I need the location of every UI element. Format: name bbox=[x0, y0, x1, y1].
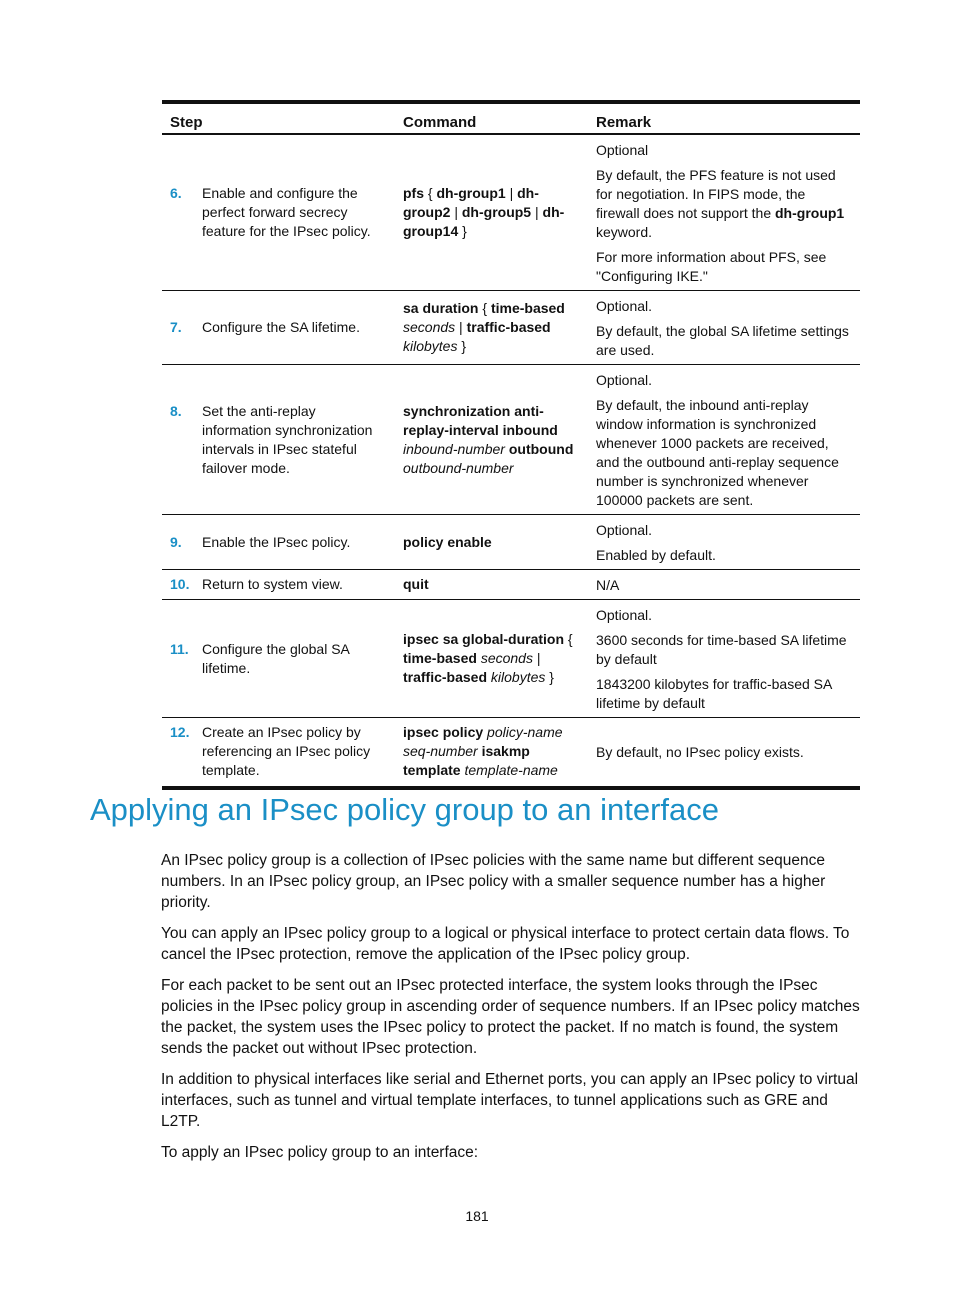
keyword: sa duration bbox=[403, 300, 479, 316]
step-cell bbox=[162, 718, 395, 788]
table-header-row bbox=[162, 102, 860, 134]
text-run: Optional bbox=[596, 142, 649, 158]
step-cell bbox=[162, 515, 395, 570]
command-cell bbox=[395, 365, 588, 515]
argument: seconds bbox=[403, 319, 456, 335]
command-cell bbox=[395, 600, 588, 718]
step-cell bbox=[162, 291, 395, 365]
text-run: By default, the inbound anti-replay window information is synchronized whenever 1000 packets are received, and the outbound anti-replay sequence number is synchronized whenever 100000 packets are sent. bbox=[596, 397, 839, 508]
text-run: { bbox=[564, 631, 573, 647]
keyword: ipsec policy bbox=[403, 724, 484, 741]
text-run: | bbox=[455, 319, 467, 335]
header-command: Command bbox=[395, 102, 588, 134]
text-run: 3600 seconds for time-based SA lifetime by default bbox=[596, 632, 847, 667]
text-run: keyword. bbox=[596, 224, 653, 240]
header-step: Step bbox=[162, 102, 395, 134]
text-run: } bbox=[458, 223, 467, 239]
step-content bbox=[170, 575, 387, 594]
remark-paragraph bbox=[596, 743, 852, 762]
argument: outbound-number bbox=[403, 459, 514, 476]
text-run: { bbox=[478, 300, 491, 316]
remark-cell bbox=[588, 365, 860, 515]
table-row bbox=[162, 570, 860, 600]
argument: policy-name seq-number bbox=[403, 724, 563, 760]
table-row bbox=[162, 365, 860, 515]
text-run: By default, the global SA lifetime settings are used. bbox=[596, 323, 849, 358]
remark-paragraph bbox=[596, 521, 852, 540]
text-run: By default, the PFS feature is not used for negotiation. In FIPS mode, the firewall does not support the bbox=[596, 167, 836, 221]
keyword: time-based bbox=[490, 300, 565, 316]
step-content bbox=[170, 318, 387, 337]
text-run: For more information about PFS, see "Configuring IKE." bbox=[596, 249, 827, 284]
text-run: } bbox=[545, 669, 554, 685]
step-number: 10. bbox=[170, 576, 190, 592]
keyword: dh-group1 bbox=[775, 205, 845, 221]
text-run: 1843200 kilobytes for traffic-based SA lifetime by default bbox=[596, 676, 832, 711]
keyword: dh-group1 bbox=[436, 185, 506, 201]
keyword: synchronization anti-replay-interval inbound bbox=[403, 402, 558, 438]
text-run: { bbox=[424, 185, 437, 201]
remark-cell bbox=[588, 570, 860, 600]
step-content bbox=[170, 640, 387, 678]
remark-paragraph bbox=[596, 606, 852, 625]
step-cell bbox=[162, 134, 395, 291]
text-run: | bbox=[531, 204, 543, 220]
table-row bbox=[162, 134, 860, 291]
paragraph: An IPsec policy group is a collection of IPsec policies with the same name but different sequence numbers. In an IPsec policy group, an IPsec policy with a smaller sequence number has a higher priority. bbox=[161, 852, 826, 911]
keyword: quit bbox=[403, 576, 429, 592]
text-run: Optional. bbox=[596, 298, 653, 314]
step-content bbox=[170, 402, 387, 478]
remark-paragraph bbox=[596, 248, 852, 286]
keyword: traffic-based bbox=[466, 319, 551, 335]
keyword: outbound bbox=[508, 440, 574, 457]
argument: template-name bbox=[464, 762, 558, 779]
step-content bbox=[170, 533, 387, 552]
page-number: 181 bbox=[465, 1208, 489, 1224]
config-steps-table-wrap bbox=[162, 100, 860, 790]
remark-paragraph bbox=[596, 141, 852, 160]
step-number: 11. bbox=[170, 640, 189, 657]
step-cell bbox=[162, 365, 395, 515]
remark-paragraph bbox=[596, 297, 852, 316]
step-number: 7. bbox=[170, 319, 182, 335]
text-run: } bbox=[457, 338, 467, 354]
command-cell bbox=[395, 570, 588, 600]
keyword: dh-group5 bbox=[461, 204, 532, 220]
remark-cell bbox=[588, 515, 860, 570]
table-row bbox=[162, 718, 860, 788]
keyword: traffic-based bbox=[403, 669, 488, 685]
text-run: N/A bbox=[596, 577, 620, 593]
table-body bbox=[162, 134, 860, 788]
step-description: Configure the SA lifetime. bbox=[202, 319, 360, 335]
remark-paragraph bbox=[596, 166, 852, 242]
text-run: | bbox=[450, 204, 462, 220]
argument: kilobytes bbox=[490, 669, 546, 685]
text-run: | bbox=[532, 650, 541, 666]
remark-cell bbox=[588, 291, 860, 365]
argument: inbound-number bbox=[403, 440, 505, 457]
section-body bbox=[161, 850, 871, 1173]
remark-paragraph bbox=[596, 322, 852, 360]
remark-cell bbox=[588, 134, 860, 291]
keyword: policy enable bbox=[403, 533, 492, 550]
table-row bbox=[162, 291, 860, 365]
text-run: Optional. bbox=[596, 372, 653, 388]
step-content bbox=[170, 723, 387, 780]
argument: seconds bbox=[480, 650, 533, 666]
text-run: By default, no IPsec policy exists. bbox=[596, 744, 804, 761]
remark-cell bbox=[588, 600, 860, 718]
text-run: Optional. bbox=[596, 522, 653, 538]
step-number: 9. bbox=[170, 533, 182, 550]
table-row bbox=[162, 515, 860, 570]
command-cell bbox=[395, 134, 588, 291]
command-cell bbox=[395, 515, 588, 570]
keyword: isakmp template bbox=[403, 743, 530, 779]
step-number: 8. bbox=[170, 402, 182, 419]
remark-paragraph bbox=[596, 576, 852, 595]
remark-cell bbox=[588, 718, 860, 788]
step-description: Enable the IPsec policy. bbox=[202, 533, 351, 550]
remark-paragraph bbox=[596, 546, 852, 565]
paragraph: For each packet to be sent out an IPsec protected interface, the system looks through the IPsec policies in the IPsec policy group in ascending order of sequence numbers. If an IPsec policy matches the packet, the system uses the IPsec policy to protect the packet. If no match is found, the system sends the packet out without IPsec protection. bbox=[161, 977, 860, 1057]
command-cell bbox=[395, 291, 588, 365]
argument: kilobytes bbox=[403, 338, 458, 354]
step-cell bbox=[162, 600, 395, 718]
command-cell bbox=[395, 718, 588, 788]
section-title: Applying an IPsec policy group to an interface bbox=[90, 792, 719, 827]
step-number: 6. bbox=[170, 185, 182, 201]
step-content bbox=[170, 184, 387, 241]
step-description: Configure the global SA lifetime. bbox=[202, 640, 350, 676]
keyword: dh-group14 bbox=[403, 204, 565, 239]
paragraph: You can apply an IPsec policy group to a logical or physical interface to protect certain data flows. To cancel the IPsec protection, remove the application of the IPsec policy group. bbox=[161, 925, 850, 963]
header-remark: Remark bbox=[588, 102, 860, 134]
text-run: Optional. bbox=[596, 607, 653, 623]
remark-paragraph bbox=[596, 631, 852, 669]
table-row bbox=[162, 600, 860, 718]
step-description: Set the anti-replay information synchronization intervals in IPsec stateful failover mode. bbox=[202, 402, 373, 476]
config-steps-table bbox=[162, 100, 860, 790]
keyword: time-based bbox=[403, 650, 477, 666]
step-description: Create an IPsec policy by referencing an IPsec policy template. bbox=[202, 724, 371, 779]
keyword: ipsec sa global-duration bbox=[403, 631, 565, 647]
step-number: 12. bbox=[170, 724, 190, 741]
text-run: | bbox=[505, 185, 518, 201]
step-description: Return to system view. bbox=[202, 576, 343, 592]
step-description: Enable and configure the perfect forward secrecy feature for the IPsec policy. bbox=[202, 185, 371, 239]
remark-paragraph bbox=[596, 675, 852, 713]
text-run: Enabled by default. bbox=[596, 547, 716, 563]
keyword: dh-group2 bbox=[403, 185, 539, 220]
paragraph: In addition to physical interfaces like serial and Ethernet ports, you can apply an IPsec policy to virtual interfaces, such as tunnel and virtual template interfaces, to tunnel applications such as GRE and L2TP. bbox=[161, 1071, 859, 1130]
step-cell bbox=[162, 570, 395, 600]
remark-paragraph bbox=[596, 371, 852, 390]
keyword: pfs bbox=[403, 185, 424, 201]
remark-paragraph bbox=[596, 396, 852, 510]
paragraph: To apply an IPsec policy group to an interface: bbox=[161, 1144, 479, 1161]
